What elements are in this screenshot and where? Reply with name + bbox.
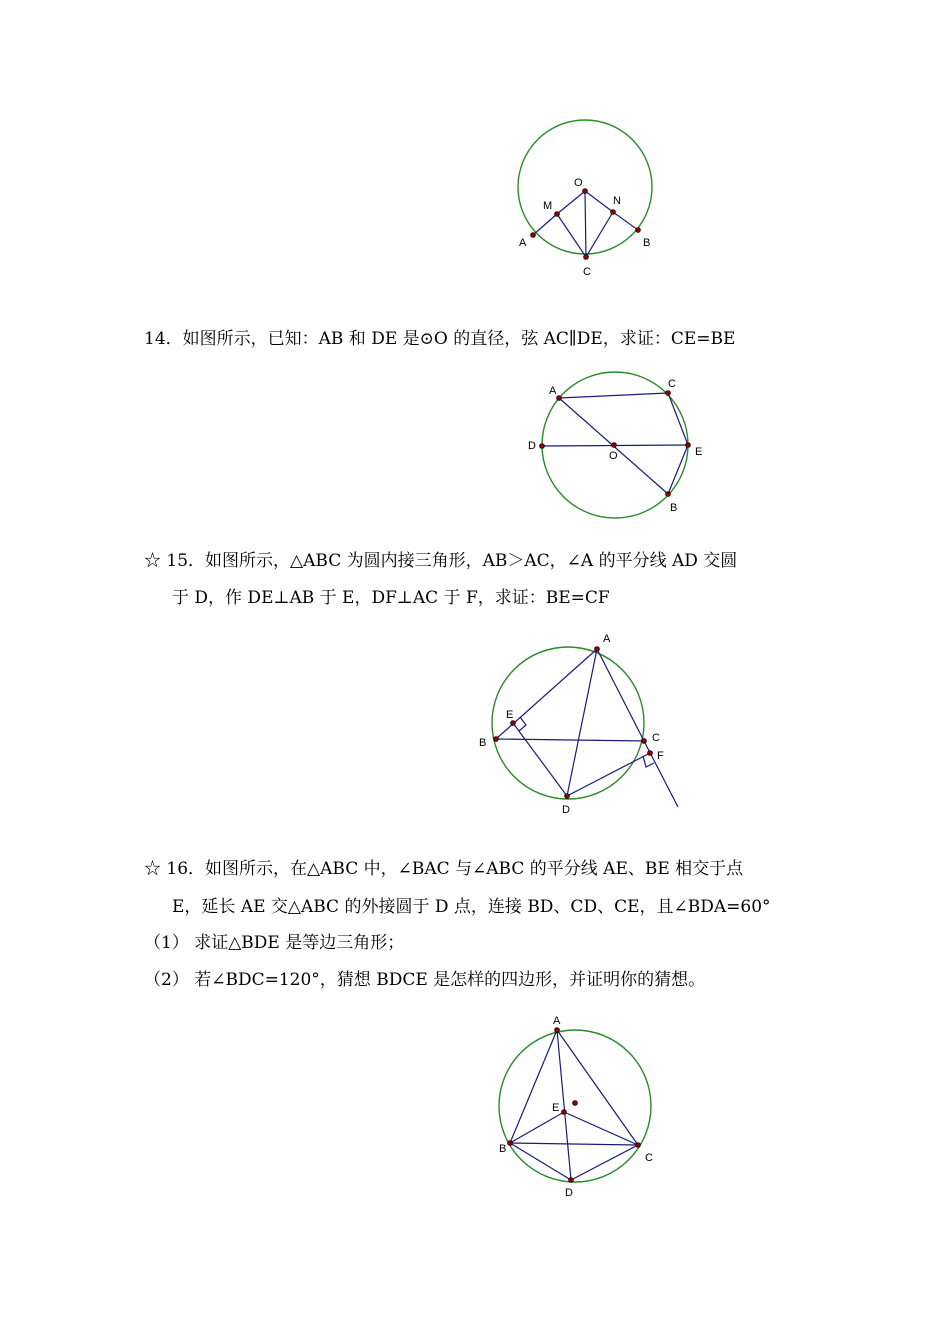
label-B: B	[643, 237, 651, 249]
figure-15	[470, 625, 690, 820]
point-B	[508, 1141, 513, 1146]
label-A: A	[553, 1015, 561, 1027]
point-D	[569, 1178, 574, 1183]
part-2-number: （2）	[144, 970, 189, 990]
label-B: B	[479, 737, 487, 749]
problem-15-line-2: 于 D，作 DE⊥AB 于 E，DF⊥AC 于 F，求证：BE=CF	[172, 588, 610, 608]
point-D	[565, 794, 570, 799]
label-A: A	[519, 237, 527, 249]
circle	[518, 120, 652, 254]
segment-ED	[513, 723, 567, 796]
label-C: C	[583, 266, 591, 278]
point-C	[642, 739, 647, 744]
segment-CD	[571, 1145, 638, 1180]
problem-16-line-1: ☆ 16．如图所示，在△ABC 中，∠BAC 与∠ABC 的平分线 AE、BE 相交于点	[144, 859, 744, 879]
label-E: E	[552, 1102, 560, 1114]
problem-15-line-1: ☆ 15．如图所示，△ABC 为圆内接三角形，AB＞AC，∠A 的平分线 AD 交圆	[144, 551, 738, 571]
right-angle-mark-E	[519, 717, 526, 731]
problem-14-text: 14．如图所示，已知：AB 和 DE 是⊙O 的直径，弦 AC∥DE，求证：CE=BE	[144, 329, 736, 349]
segment-DF	[567, 753, 650, 796]
figure-16	[480, 1005, 680, 1205]
label-D: D	[562, 804, 570, 816]
label-E: E	[695, 446, 703, 458]
figure-14	[520, 368, 720, 518]
label-C: C	[652, 732, 660, 744]
label-D: D	[565, 1187, 573, 1199]
label-B: B	[499, 1143, 507, 1155]
label-B: B	[670, 502, 678, 514]
segment-MO	[557, 191, 585, 214]
label-M: M	[543, 200, 553, 212]
segment-AC	[559, 393, 668, 398]
segment-CE	[668, 393, 688, 445]
point-A	[531, 233, 536, 238]
point-C	[666, 391, 671, 396]
label-N: N	[613, 195, 621, 207]
part-2-text: 若∠BDC=120°，猜想 BDCE 是怎样的四边形，并证明你的猜想。	[194, 970, 706, 990]
point-B	[636, 228, 641, 233]
problem-16-line-2: E，延长 AE 交△ABC 的外接圆于 D 点，连接 BD、CD、CE，且∠BDA=60°	[172, 897, 771, 917]
point-A	[557, 396, 562, 401]
part-1-number: （1）	[144, 933, 189, 953]
segment-ON	[585, 191, 613, 212]
label-F: F	[657, 750, 664, 762]
point-F	[648, 751, 653, 756]
point-D	[540, 444, 545, 449]
point-B	[666, 492, 671, 497]
point-E	[511, 721, 516, 726]
segment-AB	[510, 1030, 560, 1143]
segment-EB	[668, 445, 688, 494]
label-O: O	[609, 450, 618, 462]
point-B	[494, 737, 499, 742]
point-A	[595, 647, 600, 652]
point-O	[583, 189, 588, 194]
segment-AM	[533, 214, 557, 235]
problem-16-part-1	[144, 932, 404, 954]
circle	[499, 1030, 651, 1182]
label-A: A	[603, 633, 611, 645]
point-E	[686, 443, 691, 448]
segment-OC	[585, 191, 586, 257]
point-N	[611, 210, 616, 215]
segment-BE	[510, 1112, 564, 1143]
segment-NB	[613, 212, 638, 230]
segment-BC	[496, 739, 644, 741]
label-C: C	[645, 1152, 653, 1164]
label-D: D	[528, 440, 536, 452]
point-A	[555, 1028, 560, 1033]
point-E	[562, 1110, 567, 1115]
point-O	[612, 443, 617, 448]
point-center	[573, 1101, 578, 1106]
point-M	[555, 212, 560, 217]
problem-16-part-2	[144, 969, 705, 991]
label-O: O	[574, 177, 583, 189]
point-C	[636, 1143, 641, 1148]
label-E: E	[506, 709, 514, 721]
label-A: A	[549, 385, 557, 397]
label-C: C	[668, 378, 676, 390]
segment-MC	[557, 214, 586, 257]
segment-AC	[597, 649, 644, 741]
part-1-text: 求证△BDE 是等边三角形；	[194, 933, 405, 953]
figure-13	[500, 115, 670, 285]
point-C	[584, 255, 589, 260]
segment-BC	[510, 1143, 638, 1145]
segment-AC	[557, 1030, 638, 1145]
